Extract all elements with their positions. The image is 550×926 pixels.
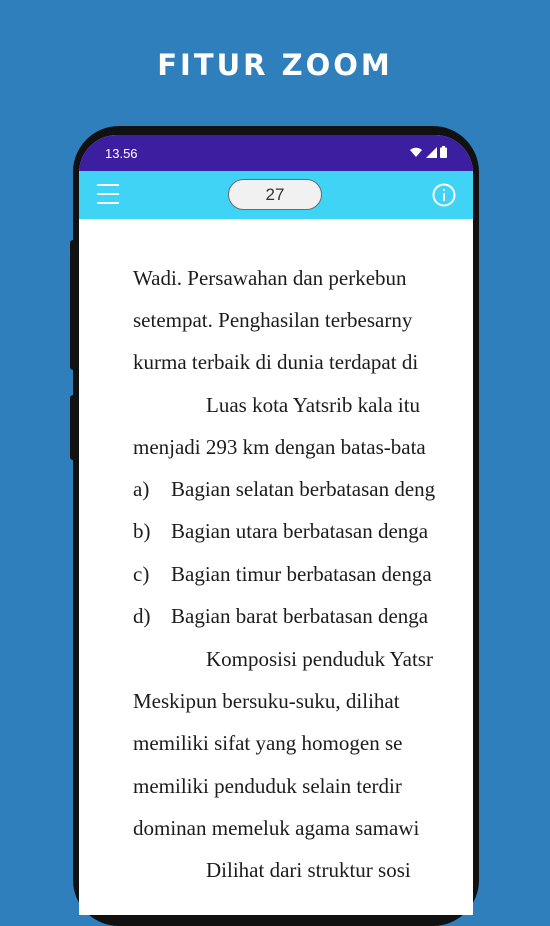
text-line: Meskipun bersuku-suku, dilihat — [133, 689, 400, 713]
wifi-icon — [409, 147, 423, 158]
status-time: 13.56 — [105, 146, 138, 161]
status-icons — [409, 146, 447, 158]
list-item-text: Bagian utara berbatasan denga — [171, 519, 429, 543]
text-line: setempat. Penghasilan terbesarny — [133, 308, 413, 332]
text-line: memiliki sifat yang homogen se — [133, 731, 403, 755]
list-item-text: Bagian selatan berbatasan deng — [171, 477, 436, 501]
app-toolbar — [79, 171, 473, 219]
list-item — [133, 519, 428, 544]
list-item — [133, 562, 432, 587]
phone-screen — [79, 135, 473, 915]
list-marker: b) — [133, 519, 151, 543]
page-number-field[interactable]: 27 — [228, 179, 322, 210]
promo-title: FITUR ZOOM — [157, 48, 393, 82]
list-item — [133, 604, 428, 629]
list-marker: a) — [133, 477, 150, 501]
list-item-text: Bagian barat berbatasan denga — [171, 604, 429, 628]
text-line: Wadi. Persawahan dan perkebun — [133, 266, 407, 290]
signal-icon — [426, 147, 437, 158]
hamburger-menu-icon[interactable] — [97, 184, 119, 206]
status-bar — [79, 135, 473, 171]
info-icon[interactable] — [432, 183, 456, 207]
list-item — [133, 477, 435, 502]
document-reader[interactable] — [79, 219, 473, 915]
text-line: kurma terbaik di dunia terdapat di — [133, 350, 419, 374]
text-line: memiliki penduduk selain terdir — [133, 774, 402, 798]
text-line: dominan memeluk agama samawi — [133, 816, 420, 840]
text-line: menjadi 293 km dengan batas-bata — [133, 435, 426, 459]
list-marker: c) — [133, 562, 150, 586]
list-marker: d) — [133, 604, 151, 628]
text-line: Luas kota Yatsrib kala itu — [206, 393, 421, 417]
battery-icon — [440, 146, 447, 158]
list-item-text: Bagian timur berbatasan denga — [171, 562, 432, 586]
text-line: Komposisi penduduk Yatsr — [206, 647, 433, 671]
text-line: Dilihat dari struktur sosi — [206, 858, 411, 882]
